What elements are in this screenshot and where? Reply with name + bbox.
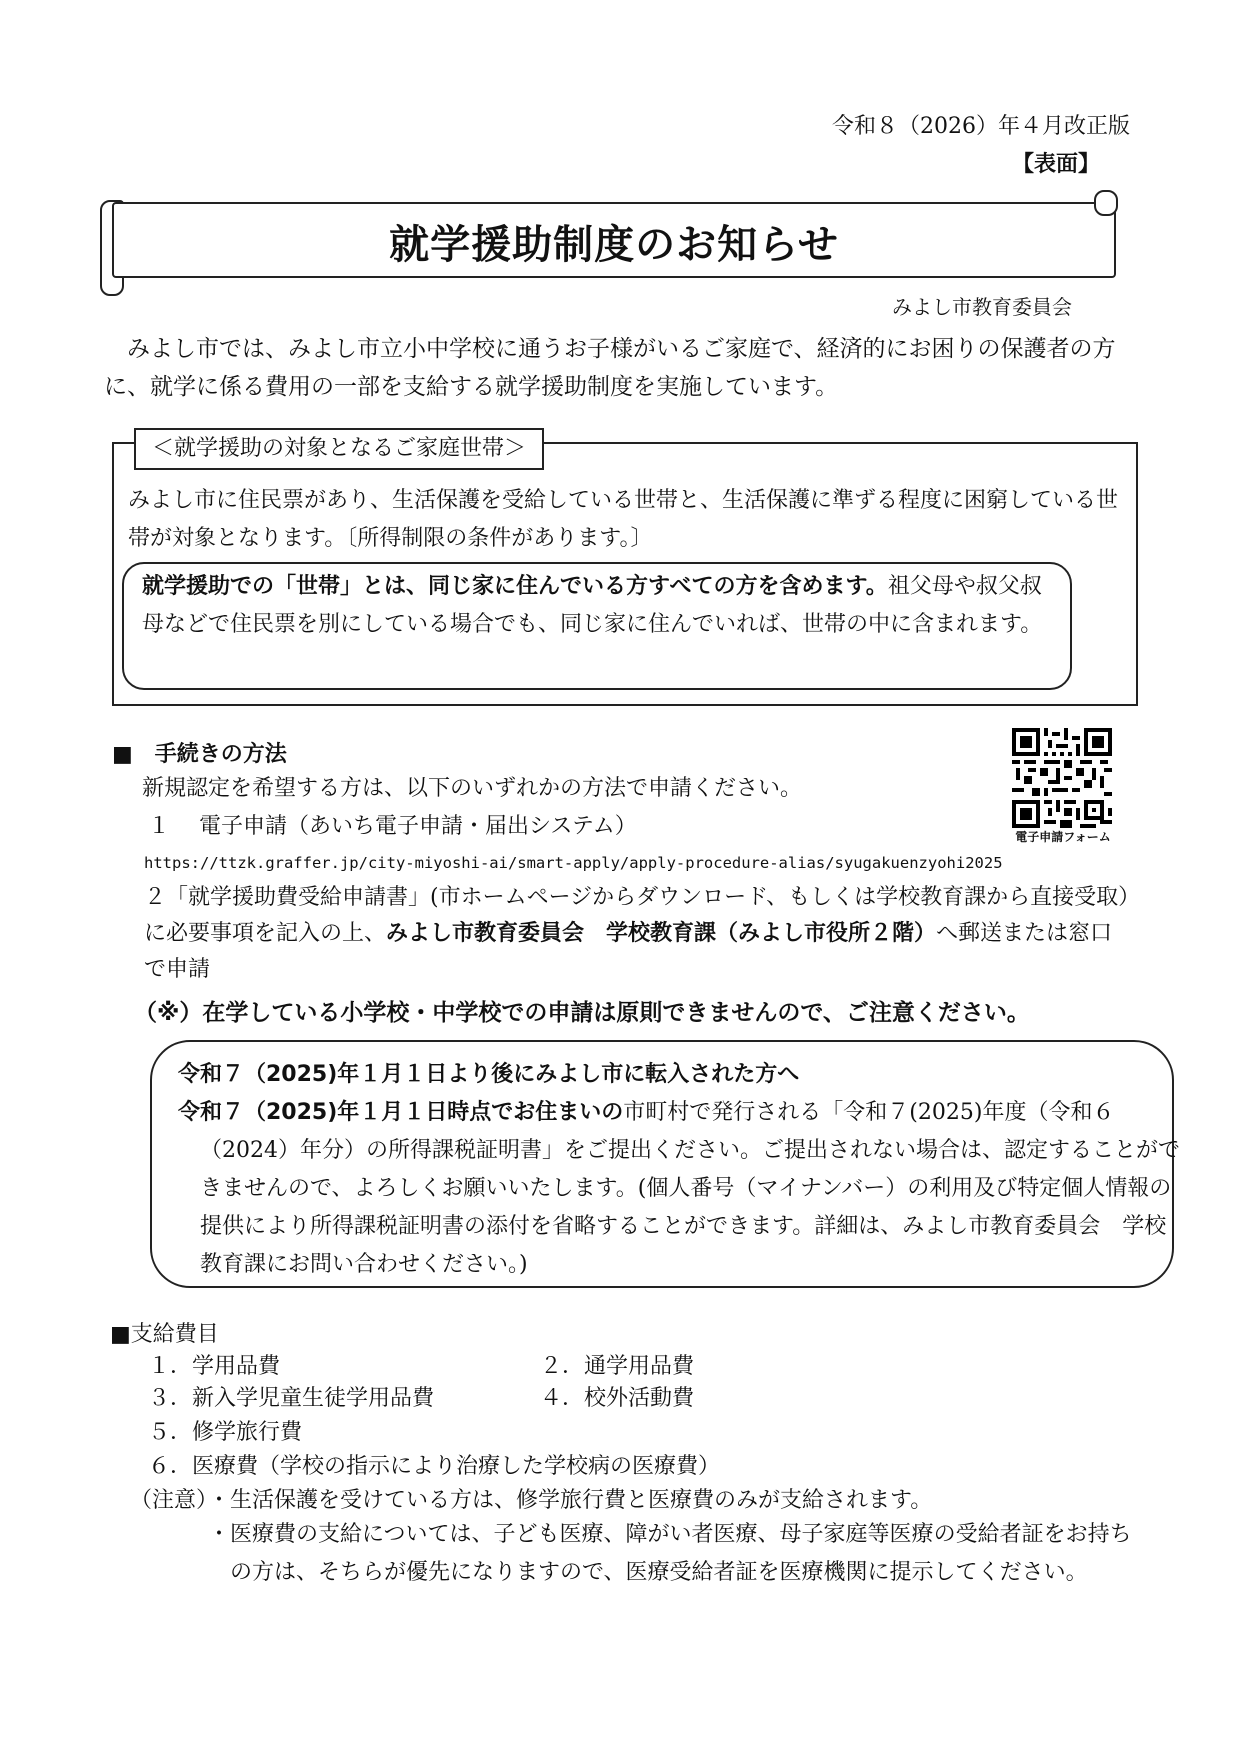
method-paper-text: ２「就学援助費受給申請書」(市ホームページからダウンロード、もしくは学校教育課から直接受取）に必要事項を記入の上、 <box>144 885 1130 946</box>
note-label: （注意） <box>130 1488 219 1513</box>
payment-item: ５．修学旅行費 <box>148 1420 303 1445</box>
transfer-notice-title: 令和７（2025)年１月１日より後にみよし市に転入された方へ <box>178 1062 800 1087</box>
payment-item: ６．医療費（学校の指示により治療した学校病の医療費） <box>148 1454 721 1479</box>
transfer-notice-body <box>178 1094 1180 1284</box>
payment-item: １．学用品費 <box>148 1354 281 1379</box>
scroll-curl-right <box>1094 190 1118 216</box>
transfer-notice-text: 市町村で発行される「令和７(2025)年度（令和６（2024）年分）の所得課税証明書」をご提出ください。ご提出されない場合は、認定することができませんので、よろしくお願いいたします。(個人番号（マイナンバー）の利用及び特定個人情報の提供により所得課税証明書の添付を省略することができます。詳細は、みよし市教育委員会 学校教育課にお問い合わせください。) <box>200 1100 1180 1277</box>
qr-caption: 電子申請フォーム <box>1015 830 1111 844</box>
note-item: ・生活保護を受けている方は、修学旅行費と医療費のみが支給されます。 <box>208 1488 933 1513</box>
note-item: ・医療費の支給については、子ども医療、障がい者医療、母子家庭等医療の受給者証をお持ちの方は、そちらが優先になりますので、医療受給者証を医療機関に提示してください。 <box>208 1522 1132 1585</box>
payment-item: ２．通学用品費 <box>540 1354 695 1379</box>
method-paper <box>144 880 1134 988</box>
payment-heading: ■支給費目 <box>110 1322 219 1347</box>
qr-code-icon[interactable] <box>1012 728 1112 828</box>
eligibility-heading: ＜就学援助の対象となるご家庭世帯＞ <box>134 428 544 470</box>
eligibility-text: みよし市に住民票があり、生活保護を受給している世帯と、生活保護に準ずる程度に困窮している世帯が対象となります。〔所得制限の条件があります。〕 <box>128 488 1119 551</box>
transfer-notice-lead: 令和７（2025)年１月１日時点でお住まいの <box>178 1100 624 1125</box>
household-definition <box>142 568 1062 644</box>
household-definition-bold: 就学援助での「世帯」とは、同じ家に住んでいる方すべての方を含めます。 <box>142 574 888 599</box>
method-paper-text-end: へ郵送または窓口で申請 <box>144 921 1113 982</box>
household-definition-rest: 祖父母や叔父叔母などで住民票を別にしている場合でも、同じ家に住んでいれば、世帯の中に含まれます。 <box>142 574 1043 637</box>
procedure-heading: ■ 手続きの方法 <box>112 742 287 767</box>
payment-item: ３．新入学児童生徒学用品費 <box>148 1386 435 1411</box>
office-name: みよし市教育委員会 学校教育課（みよし市役所２階） <box>386 921 937 946</box>
application-url-link[interactable]: https://ttzk.graffer.jp/city-miyoshi-ai/smart-apply/apply-procedure-alias/syugakuenzyohi2025 <box>144 854 1003 872</box>
face-label: 【表面】 <box>1011 151 1100 177</box>
payment-item: ４．校外活動費 <box>540 1386 695 1411</box>
page-title: 就学援助制度のお知らせ <box>389 222 839 268</box>
issuer: みよし市教育委員会 <box>892 295 1072 319</box>
method-electronic: １ 電子申請（あいち電子申請・届出システム） <box>148 814 637 839</box>
procedure-intro: 新規認定を希望する方は、以下のいずれかの方法で申請ください。 <box>142 776 803 801</box>
intro-paragraph: みよし市では、みよし市立小中学校に通うお子様がいるご家庭で、経済的にお困りの保護者の方に、就学に係る費用の一部を支給する就学援助制度を実施しています。 <box>104 336 1116 400</box>
revision-date: 令和８（2026）年４月改正版 <box>832 114 1130 139</box>
school-application-notice: （※）在学している小学校・中学校での申請は原則できませんので、ご注意ください。 <box>134 1000 1030 1026</box>
